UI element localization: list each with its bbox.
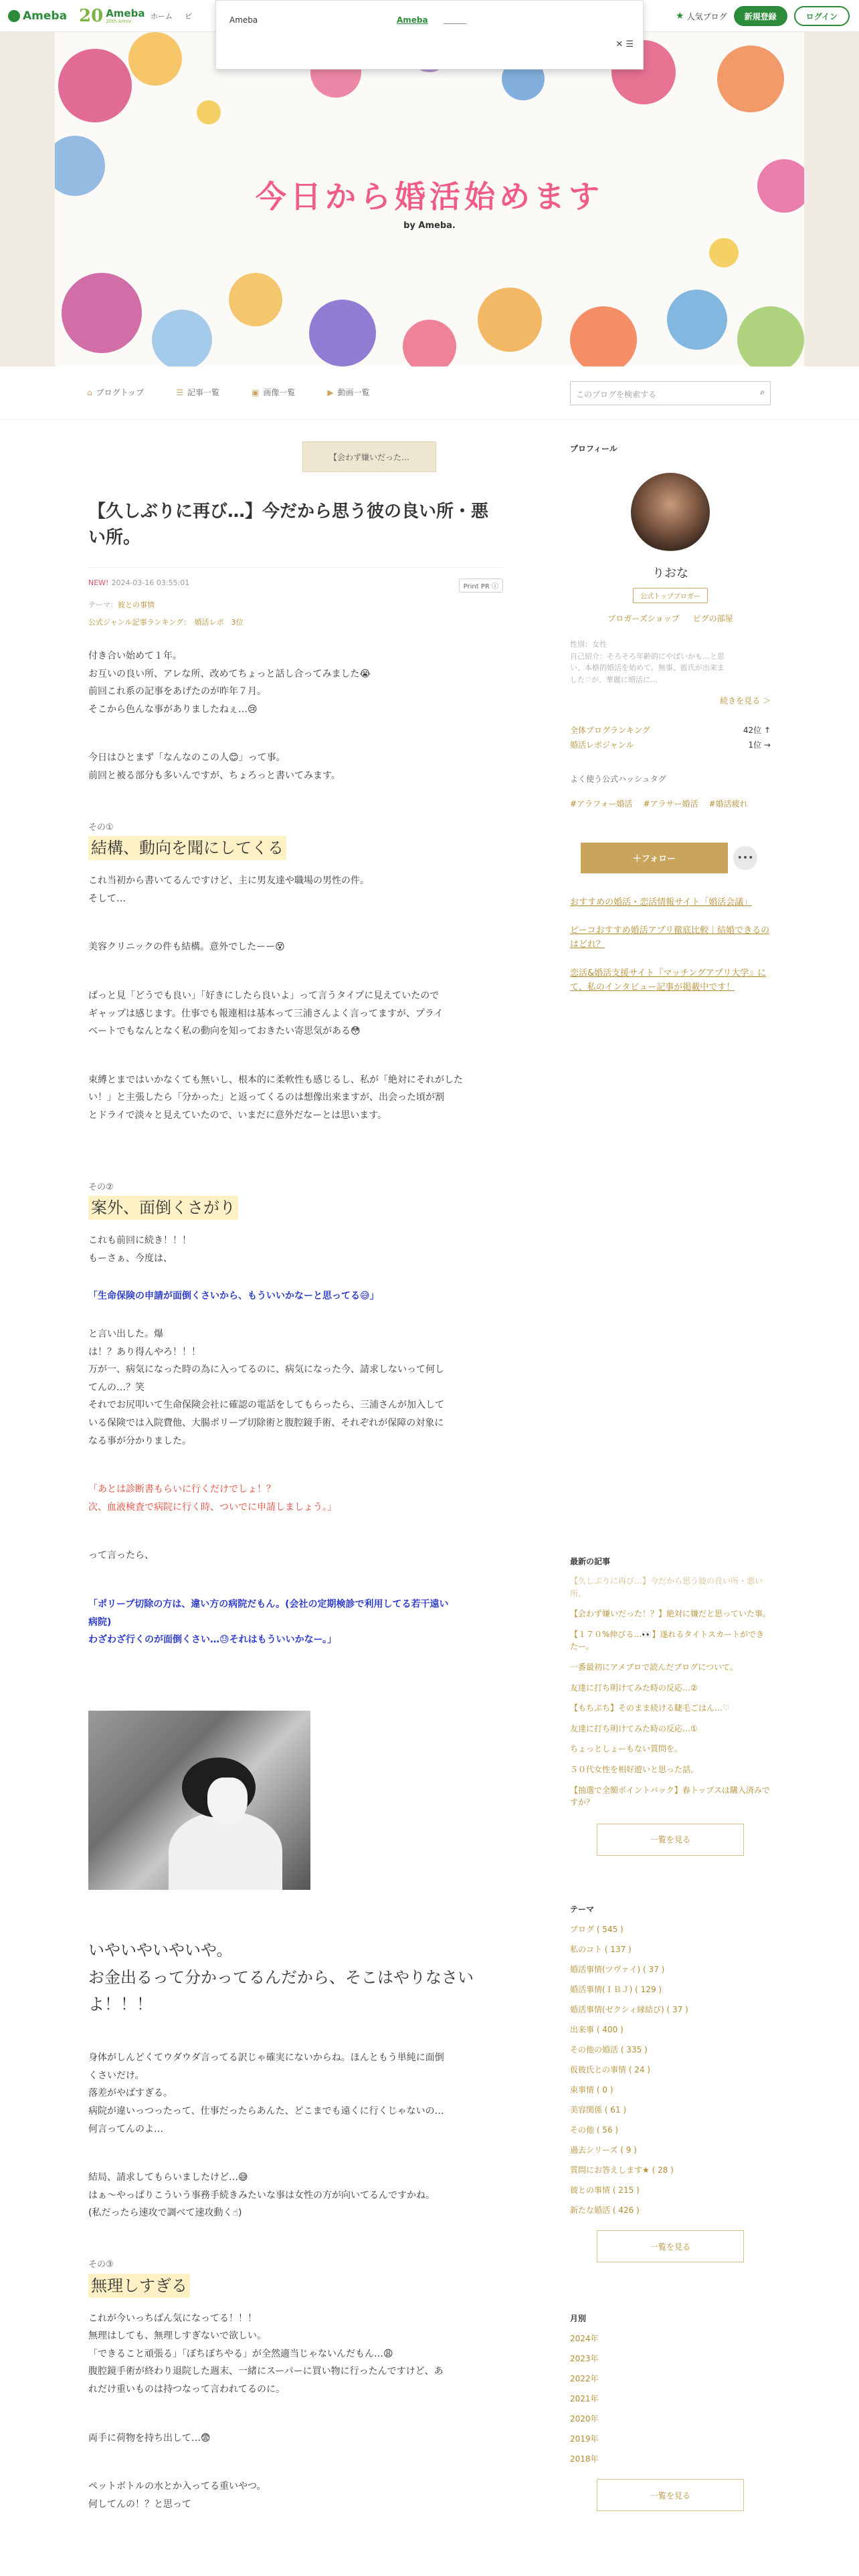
hashtag[interactable]: #アラサー婚活 — [643, 798, 698, 809]
user-name[interactable]: りおな — [652, 566, 688, 580]
hashtag-list — [570, 798, 771, 809]
article-meta — [88, 567, 503, 593]
profile-more-link[interactable]: 続きを見る ＞ — [720, 696, 771, 706]
sponsored-links — [570, 896, 771, 995]
article-body: 付き合い始めて１年。 お互いの良い所、アレな所、改めてちょっと話し合ってみました😭 前回これ系の記事をあげたのが昨年７月。 そこから色んな事がありましたねぇ…😢 今日はひとまず「なんなのこの人😊」って事。 前回と被る部分も多いんですが、ちょろっと書いてみます。 その① 結構、動向を聞にしてくる これ当初から書いてるんですけど、主に男友達や職場の男性の件。 そして… 美容クリニックの件も結構。意外でしたーー😵 ぱっと見「どうでも良い」「好きにしたら良いよ」って言うタイプに見えていたので ギャップは感じます。仕事でも報連相は基本って三浦さんよく言ってますが、プライ ベートでもなんとなく私の動向を知っておきたい寄思気がある😳 束縛とまではいかなくても無いし、根本的に柔軟性も感じるし、私が「絶対にそれがした い！」と主張したら「分かった」と返ってくるのは想像出来ますが、出会った頃が割 とドライで淡々と見えていたので、いまだに意外だなーとは思います。 その② 案外、面倒くさがり これも前回に続き！！！ もーさぁ、今度は、 「生命保険の申請が面倒くさいから、もういいかなーと思ってる😅」 と言い出した。爆 は！？あり得んやろ！！！ 万が一、病気になった時の為に入ってるのに、病気になった今、請求しないって何し てんの…？笑 それでお尻叩いて生命保険会社に確認の電話をしてもらったら、三浦さんが加入して いる保険では入院費他、大腸ポリープ切除術と腹腔鏡手術、それぞれが保障の対象に なる事が分かりました。 「あとは診断書もらいに行くだけでしょ！？ 次、血液検査で病院に行く時、ついでに申請しましょう。」 って言ったら、 「ポリープ切除の方は、違い方の病院だもん。(会社の定期検診で利用してる若干遠い 病院) わざわざ行くのが面倒くさい…😓それはもういいかなー。」 いやいやいやいや。 お金出るって分かってるんだから、そこはやりなさい よ！！！ 身体がしんどくてウダウダ言ってる訳じゃ確実にないからね。ほんともう単純に面倒 くさいだけ。 落差がやばすぎる。 病院が違いっつったって、仕事だったらあんた、どこまでも遠くに行くじゃないの… 何言ってんのよ… 結局、請求してもらいましたけど…😅 はぁ〜やっぱりこういう事務手続きみたいな事は女性の方が向いてるんですかね。 (私だったら速攻で調べて速攻動く☝) その③ 無理しすぎる これが今いっちばん気になってる！！！ 無理はしても、無理しすぎないで欲しい。 「できること頑張る」「ぼちぼちやる」が全然適当じゃないんだもん…😩 腹腔鏡手術が終わり退院した週末、一緒にスーパーに買い物に行ったんですけど、あ れだけ重いものは持つなって言われてるのに。 両手に荷物を持ち出して…😨 ペットボトルの水とか入ってる重いやつ。 何してんの！？と思って — [88, 647, 503, 2513]
nav-video-list[interactable]: ▶ 動画一覧 — [327, 388, 370, 397]
section-heading: 無理しすぎる — [88, 2274, 190, 2298]
article-theme: テーマ：彼との事情 — [88, 601, 155, 609]
cat-photo[interactable] — [88, 1711, 310, 1890]
quote: 「ポリープ切除の方は、違い方の病院だもん。(会社の定期検診で利用してる若干遠い — [88, 1599, 449, 1610]
profile-text: 性別：女性 自己紹介：そろそろ年齢的にやばいかも…と思 い、本格的婚活を始めて。無事、彼氏が出来ま した♡が、華麗に婚活に... — [570, 640, 725, 684]
recent-article-link[interactable]: ５０代女性を相好遊いと思った話。 — [570, 1764, 699, 1774]
ad-brand-link[interactable]: Ameba — [397, 15, 428, 25]
profile-heading: プロフィール — [570, 444, 617, 453]
quote: 「生命保険の申請が面倒くさいから、もういいかなーと思ってる😅」 — [88, 1291, 379, 1302]
bloggers-shop-link[interactable]: ブロガーズショップ — [607, 614, 680, 623]
nav-article-list[interactable]: ☰ 記事一覧 — [176, 388, 220, 397]
blog-title: 今日から婚活始めます — [256, 179, 603, 215]
theme-link[interactable]: ブログ ( 545 ) — [570, 1925, 624, 1934]
month-link[interactable]: 2023年 — [570, 2354, 599, 2363]
quote: 「あとは診断書もらいに行くだけでしょ！？ — [88, 1484, 276, 1495]
theme-link[interactable]: 婚活事情(ツヴァイ) ( 37 ) — [570, 1965, 665, 1974]
house-icon: ⌂ — [87, 388, 92, 397]
header-actions — [676, 0, 859, 32]
theme-link[interactable]: 彼との事情 — [118, 601, 155, 609]
official-blogger-badge[interactable]: 公式トップブロガー — [633, 588, 708, 603]
recent-article-link[interactable]: 友達に打ち明けてみた時の反応…① — [570, 1723, 698, 1733]
hashtag[interactable]: #アラフォー婚活 — [570, 798, 633, 809]
ad-close-icon[interactable]: ✕ ☰ — [615, 39, 634, 49]
ameba-logo[interactable]: Ameba — [0, 9, 67, 23]
hashtag[interactable]: #婚活疲れ — [708, 798, 748, 809]
theme-link[interactable]: 仮彼氏との事情 ( 24 ) — [570, 2065, 651, 2074]
recent-article-link[interactable]: 【１７０%伸びる…👀】遂れるタイトスカートができたー。 — [570, 1629, 764, 1652]
article — [88, 441, 503, 2513]
month-link[interactable]: 2018年 — [570, 2454, 599, 2464]
section-number: その① — [88, 822, 114, 833]
theme-link[interactable]: その他の婚活 ( 335 ) — [570, 2045, 648, 2054]
image-icon: ▣ — [252, 388, 260, 397]
ranking-row[interactable]: 婚活レポジャンル 1位 → — [570, 740, 771, 750]
sponsored-link[interactable]: ピーコおすすめ婚活アプリ徹底比較｜結婚できるのはどれ？ — [570, 926, 770, 950]
star-icon: ★ — [676, 11, 684, 21]
login-button[interactable]: ログイン — [794, 6, 850, 26]
frog-icon — [8, 10, 20, 22]
theme-link[interactable]: 私のコト ( 137 ) — [570, 1945, 632, 1954]
theme-link[interactable]: その他 ( 56 ) — [570, 2125, 619, 2135]
ad-label: Ameba — [229, 15, 258, 25]
recent-article-link[interactable]: 【会わず嫌いだった！？】絶対に嫌だと思っていた事。 — [570, 1609, 771, 1619]
ad-popup[interactable] — [215, 0, 644, 70]
pigg-room-link[interactable]: ピグの部屋 — [692, 614, 733, 623]
theme-link[interactable]: 婚活事情(ゼクシィ縁結び) ( 37 ) — [570, 2005, 688, 2014]
nav-image-list[interactable]: ▣ 画像一覧 — [252, 388, 296, 397]
nav-blog-top[interactable]: ⌂ ブログトップ — [87, 388, 145, 397]
by-ameba: by Ameba. — [403, 221, 456, 231]
popular-blog-link[interactable]: ★ 人気ブログ — [676, 11, 727, 21]
avatar[interactable] — [631, 473, 710, 552]
theme-link[interactable]: 出来事 ( 400 ) — [570, 2025, 624, 2034]
section-heading: 案外、面倒くさがり — [88, 1196, 238, 1220]
register-button[interactable]: 新規登録 — [734, 6, 787, 26]
quote: わざわざ行くのが面倒くさい…😓それはもういいかなー。」 — [88, 1634, 337, 1646]
month-link[interactable]: 2019年 — [570, 2434, 599, 2444]
related-article-link[interactable]: 【会わず嫌いだった… — [302, 441, 436, 472]
month-link[interactable]: 2024年 — [570, 2334, 599, 2343]
month-list-button[interactable]: 一覧を見る — [597, 2479, 744, 2511]
blog-search-input[interactable]: このブログを検索する ⌕ — [570, 381, 771, 405]
section-heading: 結構、動向を聞にしてくる — [88, 836, 286, 860]
recent-list-button[interactable]: 一覧を見る — [597, 1824, 744, 1856]
anniversary-logo: 20 Ameba 20th Anniv. — [79, 6, 145, 26]
sidebar — [570, 443, 771, 2500]
sponsored-link[interactable]: おすすめの婚活・恋活情報サイト「婚活会議」 — [570, 897, 753, 907]
theme-list: テーマ ブログ ( 545 ) 私のコト ( 137 ) 婚活事情(ツヴァイ) ( 37 ) 婚活事情(ＩＢＪ) ( 129 ) 婚活事情(ゼクシィ縁結び) ( 37 ) 出来事 ( 400 ) その他の婚活 ( 335 ) 仮彼氏との事情 ( 24 ) 束事情 ( 0 ) 美容関係 ( 61 ) その他 ( 56 ) 過去シリーズ ( 9 ) 質問にお答えします★ ( 28 ) 彼との事情 ( 215 ) 新たな婚活 ( 426 ) 一覧を見る — [570, 1903, 771, 2262]
theme-link[interactable]: 過去シリーズ ( 9 ) — [570, 2145, 637, 2155]
blog-nav — [0, 366, 859, 420]
month-link[interactable]: 2022年 — [570, 2374, 599, 2383]
ranking-row[interactable]: 全体ブログランキング 42位 ↑ — [570, 726, 771, 736]
sponsored-link[interactable]: 恋活&婚活支援サイト『マッチングアプリ大学』にて、私のインタビュー記事が掲載中です！ — [570, 968, 767, 992]
month-link[interactable]: 2020年 — [570, 2414, 599, 2424]
theme-link[interactable]: 婚活事情(ＩＢＪ) ( 129 ) — [570, 1985, 662, 1994]
theme-link[interactable]: 束事情 ( 0 ) — [570, 2085, 613, 2095]
global-nav — [151, 11, 192, 21]
more-options-icon[interactable]: ••• — [733, 846, 757, 870]
quote: 病院) — [88, 1616, 112, 1628]
follow-button[interactable]: ＋フォロー — [581, 843, 728, 873]
recent-article-link[interactable]: 【もちぷち】そのまま続ける睫毛ごはん…♡ — [570, 1703, 730, 1713]
search-icon[interactable]: ⌕ — [760, 387, 765, 397]
ad-underline — [444, 23, 466, 24]
list-icon: ☰ — [176, 388, 184, 397]
recent-articles: 最新の記事 【久しぶりに再び…】今だから思う彼の良い所・悪い所。 【会わず嫌いだった！？】絶対に嫌だと思っていた事。 【１７０%伸びる…👀】遂れるタイトスカートができたー。 一番最初にアメブロで読んだブログについて。 友達に打ち明けてみた時の反応…② 【もちぷち】そのまま続ける睫毛ごはん…♡ 友達に打ち明けてみた時の反応…① ちょっとしょーもない質問を。 ５０代女性を相好遊いと思った話。 【抽選で全額ポイントバック】春トップスは購入済みですか？ 一覧を見る — [570, 1555, 771, 1856]
monthly-archive: 月別 2024年 2023年 2022年 2021年 2020年 2019年 2018年 一覧を見る — [570, 2313, 771, 2511]
article-date: 2024-03-16 03:55:01 — [111, 578, 190, 587]
quote: 次、血液検査で病院に行く時、ついでに申請しましょう。」 — [88, 1501, 337, 1513]
recent-article-link[interactable]: 【抽選で全額ポイントバック】春トップスは購入済みですか？ — [570, 1785, 770, 1808]
emphasis-text: いやいやいやいや。 お金出るって分かってるんだから、そこはやりなさい よ！！！ — [88, 1940, 474, 2014]
nav-home[interactable]: ホーム — [151, 12, 173, 21]
article-title: 【久しぶりに再び…】今だから思う彼の良い所・悪い所。 — [88, 502, 489, 548]
genre-ranking[interactable]: 公式ジャンル記事ランキング： 婚活レポ 3位 — [88, 618, 244, 627]
recent-article-link[interactable]: 友達に打ち明けてみた時の反応…② — [570, 1683, 698, 1693]
theme-link[interactable]: 質問にお答えします★ ( 28 ) — [570, 2165, 674, 2175]
blog-header — [0, 32, 859, 366]
hashtag-heading: よく使う公式ハッシュタグ — [570, 774, 666, 784]
recent-article-link[interactable]: 【久しぶりに再び…】今だから思う彼の良い所・悪い所。 — [570, 1576, 763, 1598]
section-number: その② — [88, 1182, 114, 1192]
header-image[interactable] — [55, 32, 804, 366]
nav-pigg[interactable]: ピ — [185, 12, 192, 21]
theme-link[interactable]: 彼との事情 ( 215 ) — [570, 2185, 640, 2195]
section-number: その③ — [88, 2259, 114, 2270]
theme-link[interactable]: 美容関係 ( 61 ) — [570, 2105, 627, 2115]
new-badge: NEW! — [88, 578, 109, 587]
recent-article-link[interactable]: ちょっとしょーもない質問を。 — [570, 1744, 683, 1754]
theme-list-button[interactable]: 一覧を見る — [597, 2230, 744, 2262]
month-link[interactable]: 2021年 — [570, 2394, 599, 2403]
recent-article-link[interactable]: 一番最初にアメブロで読んだブログについて。 — [570, 1662, 738, 1672]
video-icon: ▶ — [327, 388, 334, 397]
theme-link[interactable]: 新たな婚活 ( 426 ) — [570, 2206, 640, 2215]
pr-button[interactable]: Print PR ⓘ — [459, 578, 503, 593]
